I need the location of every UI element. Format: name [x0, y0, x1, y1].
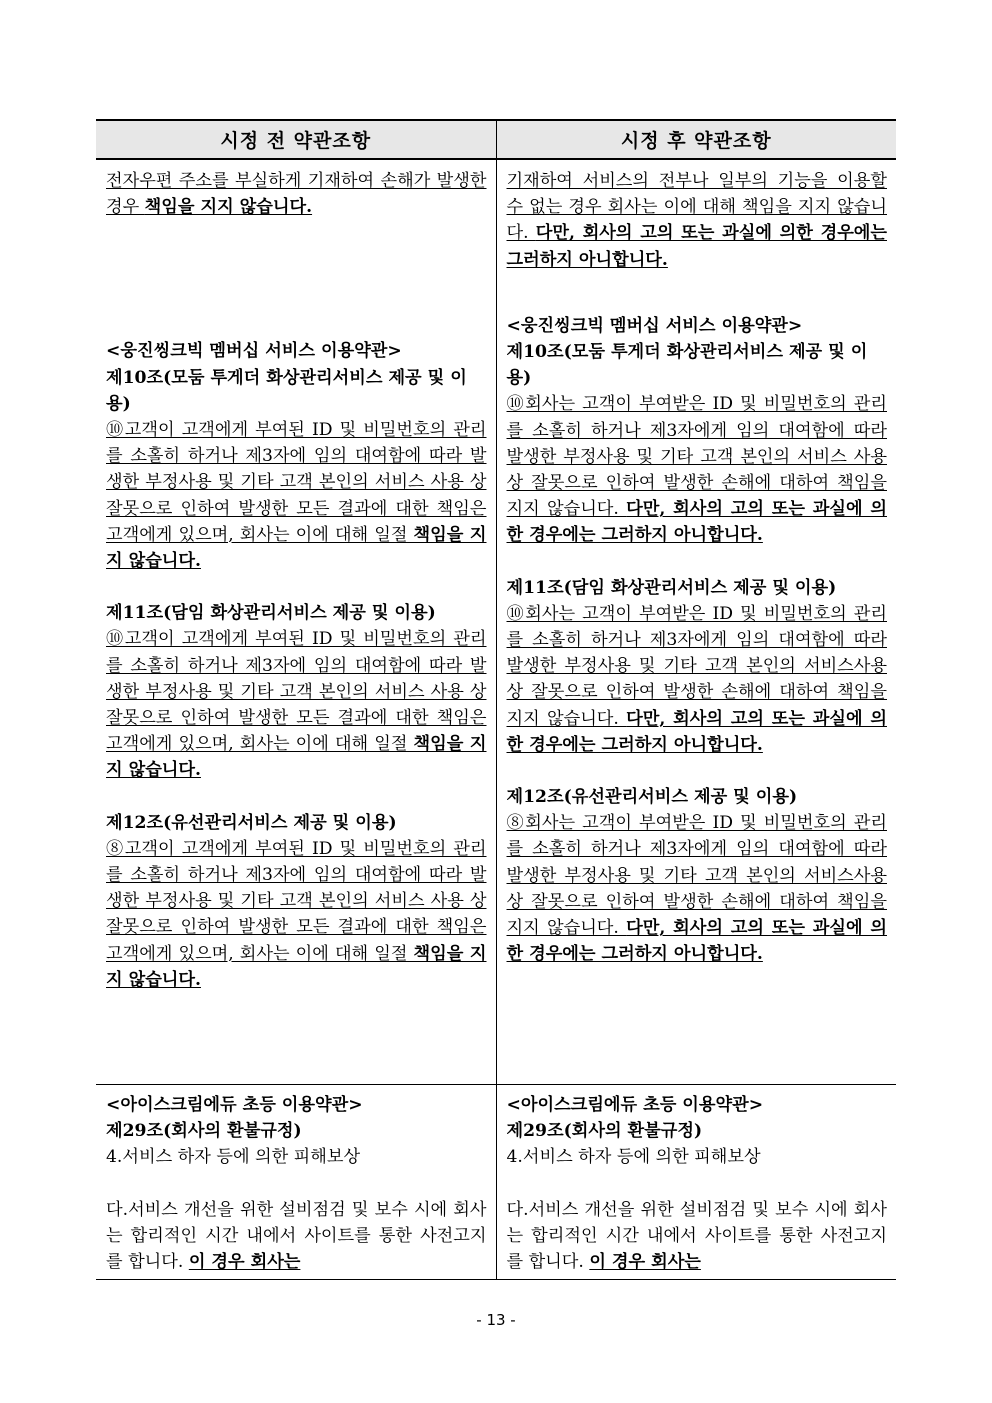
before-article-10-clause: ⑩고객이 고객에게 부여된 ID 및 비밀번호의 관리를 소홀히 하거나 제3자에 임의 대여함에 따라 발생한 부정사용 및 기타 고객 본인의 서비스 사용 상 잘못으로 인하여 발생한 모든 결과에 대한 책임은 고객에게 있으며, 회사는 이에 대해 일절 책임을 지지 않습니다. [106, 420, 487, 572]
after-icecream-title: <아이스크림에듀 초등 이용약관> [506, 1095, 764, 1115]
cell-after-main [496, 159, 896, 1085]
after-article-10-title: 제10조(모둠 투게더 화상관리서비스 제공 및 이용) [506, 342, 868, 389]
after-article-29-title: 제29조(회사의 환불규정) [506, 1121, 703, 1142]
after-article-12-clause: ⑧회사는 고객이 부여받은 ID 및 비밀번호의 관리를 소홀히 하거나 제3자에게 임의 대여함에 따라 발생한 부정사용 및 기타 고객 본인의 서비스사용 상 잘못으로 인하여 발생한 손해에 대하여 책임을 지지 않습니다. 다만, 회사의 고의 또는 과실에 의한 경우에는 그러하지 아니합니다. [506, 813, 887, 965]
before-article-12-title: 제12조(유선관리서비스 제공 및 이용) [106, 812, 397, 833]
after-intro-clause: 기재하여 서비스의 전부나 일부의 기능을 이용할 수 없는 경우 회사는 이에 대해 책임을 지지 않습니다. 다만, 회사의 고의 또는 과실에 의한 경우에는 그러하지 아니합니다. [506, 171, 887, 270]
header-before: 시정 전 약관조항 [96, 120, 496, 159]
terms-comparison-table [96, 119, 896, 1280]
before-intro-clause: 전자우편 주소를 부실하게 기재하여 손해가 발생한 경우 책임을 지지 않습니다. [106, 171, 487, 218]
header-after: 시정 후 약관조항 [496, 120, 896, 159]
before-article-11-clause: ⑩고객이 고객에게 부여된 ID 및 비밀번호의 관리를 소홀히 하거나 제3자에 임의 대여함에 따라 발생한 부정사용 및 기타 고객 본인의 서비스 사용 상 잘못으로 인하여 발생한 모든 결과에 대한 책임은 고객에게 있으며, 회사는 이에 대해 일절 책임을 지지 않습니다. [106, 629, 487, 781]
after-article-11-clause: ⑩회사는 고객이 부여받은 ID 및 비밀번호의 관리를 소홀히 하거나 제3자에게 임의 대여함에 따라 발생한 부정사용 및 기타 고객 본인의 서비스사용 상 잘못으로 인하여 발생한 손해에 대하여 책임을 지지 않습니다. 다만, 회사의 고의 또는 과실에 의한 경우에는 그러하지 아니합니다. [506, 603, 887, 755]
before-article-11-title: 제11조(담임 화상관리서비스 제공 및 이용) [106, 603, 436, 624]
after-article-10-clause: ⑩회사는 고객이 부여받은 ID 및 비밀번호의 관리를 소홀히 하거나 제3자에게 임의 대여함에 따라 발생한 부정사용 및 기타 고객 본인의 서비스 사용 상 잘못으로 인하여 발생한 손해에 대하여 책임을 지지 않습니다. 다만, 회사의 고의 또는 과실에 의한 경우에는 그러하지 아니합니다. [506, 394, 887, 546]
after-item-4: 4.서비스 하자 등에 의한 피해보상 [506, 1147, 761, 1168]
before-article-12-clause: ⑧고객이 고객에게 부여된 ID 및 비밀번호의 관리를 소홀히 하거나 제3자에 임의 대여함에 따라 발생한 부정사용 및 기타 고객 본인의 서비스 사용 상 잘못으로 인하여 발생한 모든 결과에 대한 책임은 고객에게 있으며, 회사는 이에 대해 일절 책임을 지지 않습니다. [106, 838, 487, 990]
before-item-4: 4.서비스 하자 등에 의한 피해보상 [106, 1147, 361, 1168]
before-item-da: 다.서비스 개선을 위한 설비점검 및 보수 시에 회사는 합리적인 시간 내에서 사이트를 통한 사전고지를 합니다. 이 경우 회사는 [106, 1199, 487, 1273]
before-icecream-title: <아이스크림에듀 초등 이용약관> [106, 1095, 363, 1115]
after-item-da: 다.서비스 개선을 위한 설비점검 및 보수 시에 회사는 합리적인 시간 내에서 사이트를 통한 사전고지를 합니다. 이 경우 회사는 [506, 1199, 887, 1273]
after-article-11-title: 제11조(담임 화상관리서비스 제공 및 이용) [506, 577, 837, 598]
before-woongjin-title: <웅진씽크빅 멤버십 서비스 이용약관> [106, 341, 402, 362]
comparison-table-container [96, 119, 896, 1280]
before-article-10-title: 제10조(모둠 투게더 화상관리서비스 제공 및 이용) [106, 367, 467, 414]
after-woongjin-title: <웅진씽크빅 멤버십 서비스 이용약관> [506, 315, 803, 336]
after-article-12-title: 제12조(유선관리서비스 제공 및 이용) [506, 787, 798, 808]
cell-after-icecream [496, 1085, 896, 1280]
before-article-29-title: 제29조(회사의 환불규정) [106, 1121, 302, 1142]
cell-before-icecream [96, 1085, 496, 1280]
page-number: - 13 - [476, 1311, 516, 1329]
cell-before-main [96, 159, 496, 1085]
